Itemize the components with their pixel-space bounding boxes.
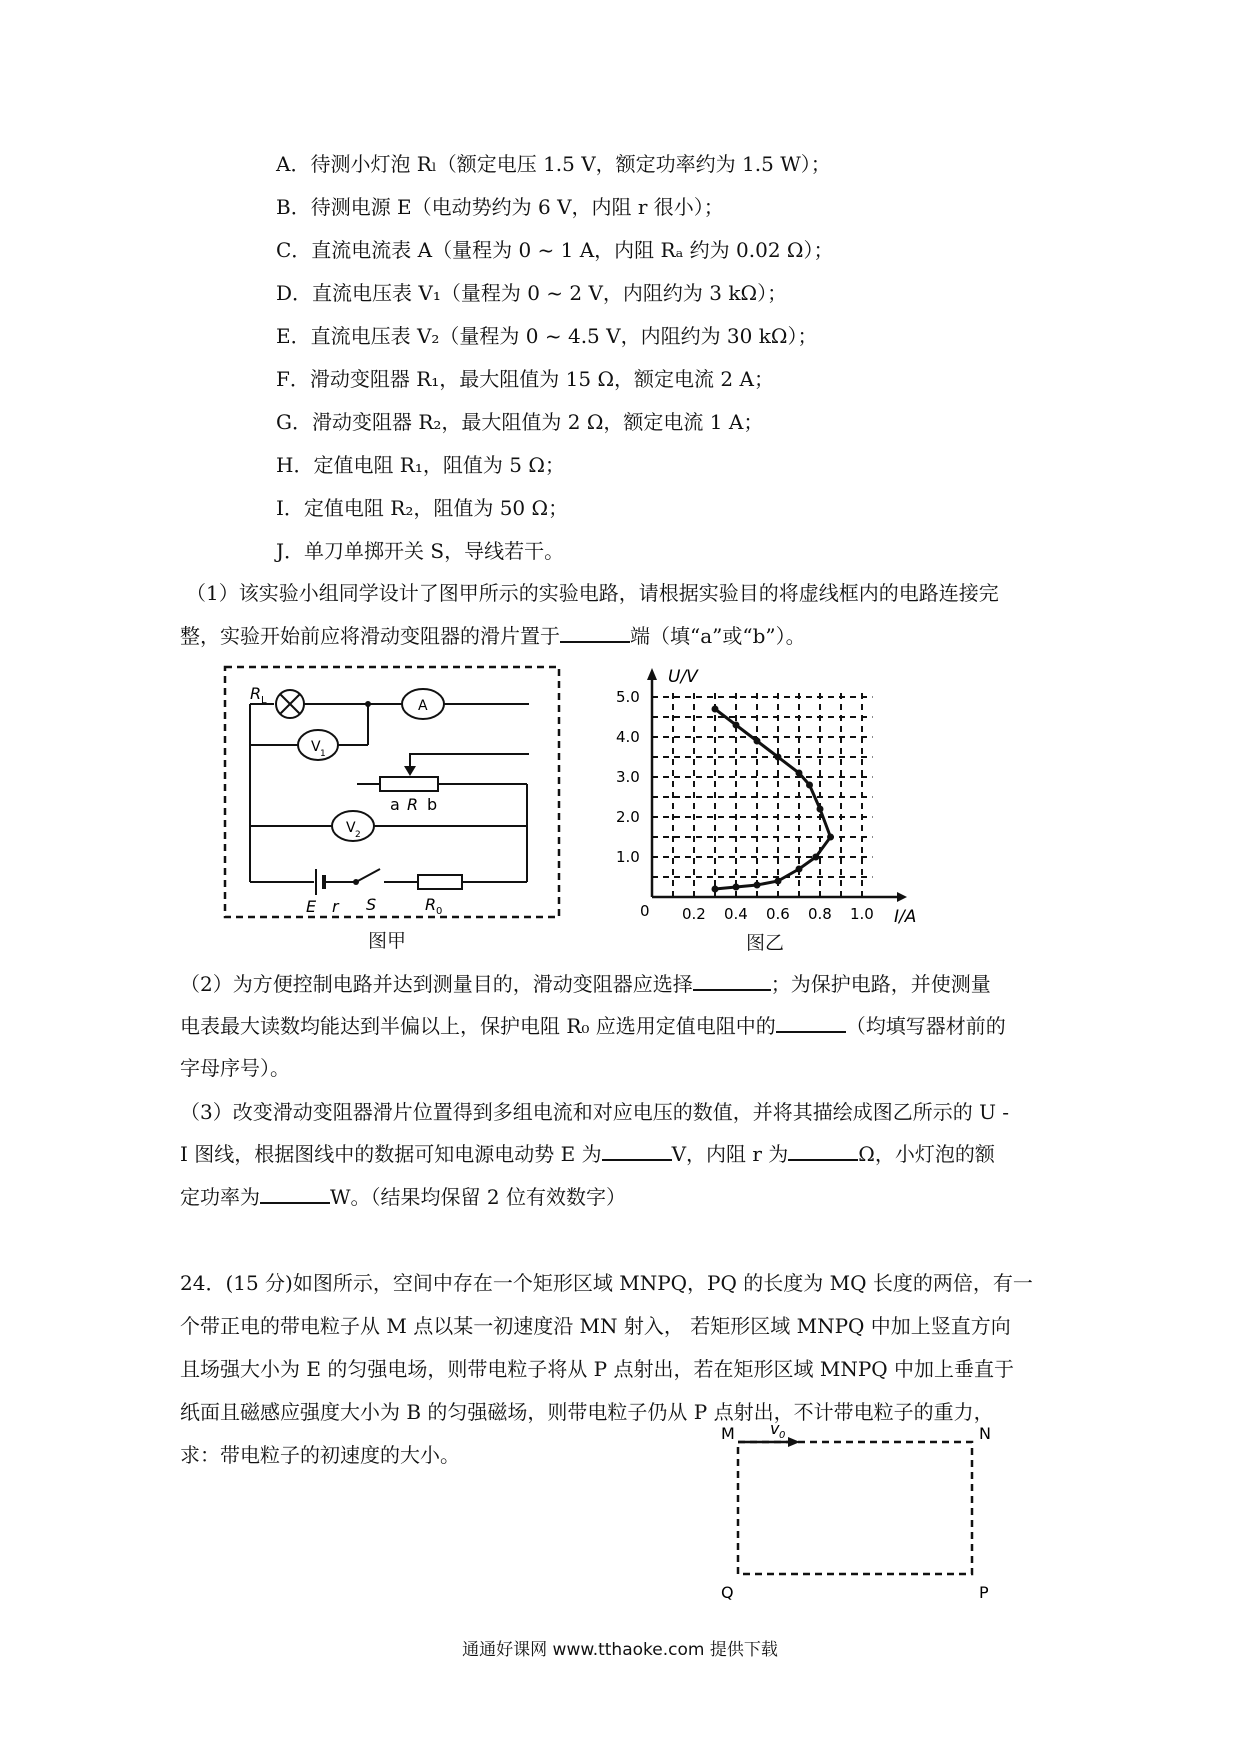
q3-answer-blank-e[interactable]: [602, 1141, 672, 1161]
q3-line2: [180, 1140, 995, 1168]
x-tick-label: 0.4: [724, 905, 748, 923]
q3-line1: （3）改变滑动变阻器滑片位置得到多组电流和对应电压的数值，并将其描绘成图乙所示的 U -: [180, 1100, 1010, 1124]
data-point: [712, 706, 719, 713]
x-axis-label: I/A: [894, 907, 917, 926]
data-point: [754, 882, 761, 889]
label-v0: v: [770, 1419, 780, 1438]
q2-text-a: （2）为方便控制电路并达到测量目的，滑动变阻器应选择: [180, 972, 693, 996]
q24-line1: 24．(15 分)如图所示，空间中存在一个矩形区域 MNPQ，PQ 的长度为 MQ 长度的两倍，有一: [180, 1271, 1033, 1295]
q2-line3: 字母序号）。: [180, 1056, 290, 1080]
q1-text-b: 端（填“a”或“b”）。: [630, 624, 806, 648]
data-point: [796, 866, 803, 873]
label-e: E: [306, 897, 317, 916]
q3-text-e: W。（结果均保留 2 位有效数字）: [330, 1185, 626, 1209]
ui-chart: [612, 664, 932, 926]
q3-text-d: 定功率为: [180, 1185, 260, 1209]
data-point: [812, 854, 819, 861]
x-tick-label: 1.0: [850, 905, 874, 923]
option-f: F．滑动变阻器 R₁，最大阻值为 15 Ω，额定电流 2 A；: [276, 367, 774, 391]
option-h: H．定值电阻 R₁，阻值为 5 Ω；: [276, 453, 565, 477]
label-r: R: [407, 795, 419, 814]
option-g: G．滑动变阻器 R₂，最大阻值为 2 Ω，额定电流 1 A；: [276, 410, 764, 434]
data-point: [796, 770, 803, 777]
label-v2: V: [346, 820, 356, 836]
data-point: [733, 722, 740, 729]
footer-watermark: 通通好课网 www.tthaoke.com 提供下载: [462, 1640, 778, 1660]
label-v1-sub: 1: [320, 749, 326, 759]
label-p: P: [979, 1583, 989, 1602]
y-tick-label: 3.0: [616, 768, 640, 786]
y-axis-label: U/V: [668, 667, 698, 687]
option-b: B．待测电源 E（电动势约为 6 V，内阻 r 很小）；: [276, 195, 724, 219]
y-axis-arrow: [647, 668, 657, 680]
label-b: b: [427, 795, 438, 814]
q2-line1: [180, 970, 991, 998]
label-a: a: [390, 795, 400, 814]
data-point: [775, 754, 782, 761]
option-j: J．单刀单掷开关 S，导线若干。: [276, 539, 565, 563]
label-r0-sub: 0: [436, 906, 443, 917]
dashed-rectangle: [738, 1442, 972, 1574]
resistor-r0-icon: [418, 875, 462, 889]
y-tick-label: 5.0: [616, 688, 640, 706]
option-d: D．直流电压表 V₁（量程为 0 ~ 2 V，内阻约为 3 kΩ）；: [276, 281, 788, 305]
circuit-diagram: [222, 664, 562, 924]
q2-answer-blank-2[interactable]: [776, 1013, 846, 1033]
y-tick-label: 1.0: [616, 848, 640, 866]
data-point: [754, 738, 761, 745]
x-tick-label: 0.2: [682, 905, 706, 923]
data-point: [817, 806, 824, 813]
label-r0: R: [425, 895, 437, 914]
x-axis-arrow: [897, 892, 907, 902]
q2-answer-blank-1[interactable]: [693, 971, 771, 991]
q24-line3: 且场强大小为 E 的匀强电场，则带电粒子将从 P 点射出，若在矩形区域 MNPQ 中加上垂直于: [180, 1357, 1015, 1381]
origin-label: 0: [640, 902, 650, 920]
label-m: M: [721, 1424, 735, 1443]
label-v1: V: [311, 739, 321, 755]
q24-line2: 个带正电的带电粒子从 M 点以某一初速度沿 MN 射入， 若矩形区域 MNPQ 中加上竖直方向: [180, 1314, 1011, 1338]
x-tick-label: 0.6: [766, 905, 790, 923]
data-point: [827, 834, 834, 841]
q3-text-b: V，内阻 r 为: [671, 1142, 789, 1166]
y-tick-label: 4.0: [616, 728, 640, 746]
q3-text-c: Ω，小灯泡的额: [858, 1142, 995, 1166]
option-e: E．直流电压表 V₂（量程为 0 ~ 4.5 V，内阻约为 30 kΩ）；: [276, 324, 818, 348]
rheostat-icon: [380, 777, 438, 791]
q3-answer-blank-r[interactable]: [788, 1141, 858, 1161]
caption-jia: 图甲: [368, 930, 407, 952]
y-tick-label: 2.0: [616, 808, 640, 826]
q1-line1: （1）该实验小组同学设计了图甲所示的实验电路，请根据实验目的将虚线框内的电路连接完: [186, 581, 999, 605]
data-point: [806, 782, 813, 789]
rect-mnpq-diagram: [712, 1418, 1012, 1608]
option-i: I．定值电阻 R₂，阻值为 50 Ω；: [276, 496, 569, 520]
label-rl: R: [250, 684, 262, 703]
label-q: Q: [721, 1583, 734, 1602]
option-a: A．待测小灯泡 Rₗ（额定电压 1.5 V，额定功率约为 1.5 W）；: [276, 152, 831, 176]
q2-line2: [180, 1012, 1006, 1040]
q1-line2: [180, 622, 806, 650]
q2-text-d: （均填写器材前的: [845, 1014, 1006, 1038]
q24-line5: 求：带电粒子的初速度的大小。: [180, 1443, 460, 1467]
q24-line4: 纸面且磁感应强度大小为 B 的匀强磁场，则带电粒子仍从 P 点射出，不计带电粒子的重力，: [180, 1400, 994, 1424]
q3-line3: [180, 1183, 626, 1211]
label-v0-sub: 0: [779, 1430, 786, 1441]
label-r-small: r: [332, 897, 339, 916]
caption-yi: 图乙: [746, 932, 785, 954]
slider-wire: [410, 754, 529, 770]
data-point: [712, 886, 719, 893]
q3-text-a: I 图线，根据图线中的数据可知电源电动势 E 为: [180, 1142, 602, 1166]
data-point: [775, 878, 782, 885]
label-s: S: [366, 895, 377, 914]
q1-text-a: 整，实验开始前应将滑动变阻器的滑片置于: [180, 624, 560, 648]
label-ammeter: A: [418, 698, 428, 714]
option-c: C．直流电流表 A（量程为 0 ~ 1 A，内阻 Rₐ 约为 0.02 Ω）；: [276, 238, 834, 262]
arrow-head-icon: [788, 1437, 800, 1447]
label-n: N: [979, 1424, 991, 1443]
data-point: [733, 884, 740, 891]
label-rl-sub: L: [261, 695, 267, 706]
q2-text-b: ；为保护电路，并使测量: [770, 972, 991, 996]
x-tick-label: 0.8: [808, 905, 832, 923]
q3-answer-blank-p[interactable]: [260, 1184, 330, 1204]
label-v2-sub: 2: [355, 830, 361, 840]
q1-answer-blank[interactable]: [560, 623, 630, 643]
q2-text-c: 电表最大读数均能达到半偏以上，保护电阻 R₀ 应选用定值电阻中的: [180, 1014, 776, 1038]
